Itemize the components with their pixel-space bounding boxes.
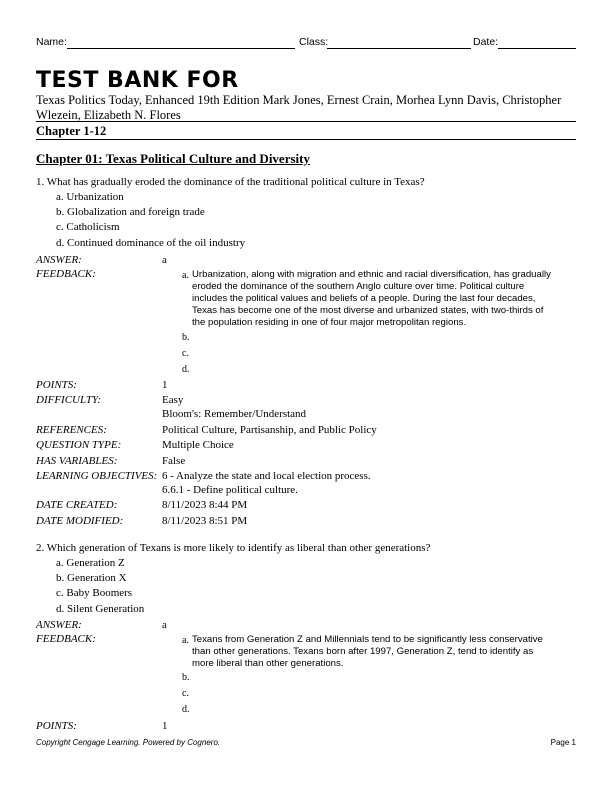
difficulty-label: DIFFICULTY:: [36, 394, 102, 406]
references-value: Political Culture, Partisanship, and Public Policy: [162, 424, 377, 436]
points-value: 1: [162, 720, 168, 732]
feedback-letter-b: b.: [182, 332, 190, 343]
option-a: a. Urbanization: [56, 191, 124, 203]
learning-objective-2: 6.6.1 - Define political culture.: [162, 484, 298, 496]
name-blank: [67, 48, 295, 49]
date-blank: [498, 48, 576, 49]
feedback-letter-b: b.: [182, 672, 190, 683]
question-text: 1. What has gradually eroded the dominance of the traditional political culture in Texas?: [36, 176, 425, 188]
question-type-label: QUESTION TYPE:: [36, 439, 122, 451]
option-b: b. Generation X: [56, 572, 127, 584]
chapter-range: Chapter 1-12: [36, 124, 107, 138]
feedback-letter-c: c.: [182, 348, 189, 359]
has-variables-value: False: [162, 455, 186, 467]
date-modified-label: DATE MODIFIED:: [36, 515, 124, 527]
date-label: Date:: [473, 36, 499, 48]
answer-value: a: [162, 254, 167, 266]
feedback-text-a: Urbanization, along with migration and ethnic and racial diversification, has gradually eroded the dominance of the southern Anglo culture over time. Political culture includes the political values and beliefs of a people. During the last four decades, Texas has become one of the most diverse and urbanized states, with two-thirds of the population residing in one of four major metropolitan regions.: [192, 269, 551, 328]
points-value: 1: [162, 379, 168, 391]
blooms-value: Bloom's: Remember/Understand: [162, 408, 307, 420]
feedback-letter-c: c.: [182, 688, 189, 699]
chapter-divider: [36, 139, 576, 140]
date-created-label: DATE CREATED:: [36, 499, 118, 511]
date-modified-value: 8/11/2023 8:51 PM: [162, 515, 248, 527]
name-label: Name:: [36, 36, 67, 48]
answer-label: ANSWER:: [36, 619, 82, 631]
feedback-letter-a: a.: [182, 270, 189, 281]
date-created-value: 8/11/2023 8:44 PM: [162, 499, 248, 511]
answer-value: a: [162, 619, 167, 631]
class-label: Class:: [299, 36, 329, 48]
feedback-label: FEEDBACK:: [36, 268, 96, 280]
answer-label: ANSWER:: [36, 254, 82, 266]
points-label: POINTS:: [36, 379, 77, 391]
question-type-value: Multiple Choice: [162, 439, 234, 451]
difficulty-value: Easy: [162, 394, 184, 406]
learning-objectives-label: LEARNING OBJECTIVES:: [36, 470, 158, 482]
option-c: c. Baby Boomers: [56, 587, 133, 599]
has-variables-label: HAS VARIABLES:: [36, 455, 118, 467]
option-b: b. Globalization and foreign trade: [56, 206, 205, 218]
title-divider: [36, 121, 576, 122]
feedback-text-a: Texans from Generation Z and Millennials tend to be significantly less conservative than other generations. Texans born after 1997, Generation Z, tend to identify as more liberal than other generations.: [192, 634, 543, 669]
feedback-letter-a: a.: [182, 635, 189, 646]
book-subtitle: Texas Politics Today, Enhanced 19th Edition Mark Jones, Ernest Crain, Morhea Lynn Davis, Christopher Wlezein, Elizabeth N. Flores: [36, 93, 562, 122]
option-c: c. Catholicism: [56, 221, 120, 233]
references-label: REFERENCES:: [36, 424, 107, 436]
feedback-letter-d: d.: [182, 364, 190, 375]
feedback-letter-d: d.: [182, 704, 190, 715]
points-label: POINTS:: [36, 720, 77, 732]
copyright-footer: Copyright Cengage Learning. Powered by Cognero.: [36, 738, 221, 747]
document-title: TEST BANK FOR: [36, 68, 239, 93]
class-blank: [327, 48, 471, 49]
chapter-title: Chapter 01: Texas Political Culture and Diversity: [36, 151, 310, 166]
feedback-label: FEEDBACK:: [36, 633, 96, 645]
option-d: d. Continued dominance of the oil industry: [56, 237, 246, 249]
page-number: Page 1: [550, 738, 576, 747]
option-d: d. Silent Generation: [56, 603, 145, 615]
learning-objective-1: 6 - Analyze the state and local election process.: [162, 470, 371, 482]
question-text: 2. Which generation of Texans is more likely to identify as liberal than other generations?: [36, 542, 431, 554]
option-a: a. Generation Z: [56, 557, 125, 569]
student-info-header: [36, 36, 576, 50]
